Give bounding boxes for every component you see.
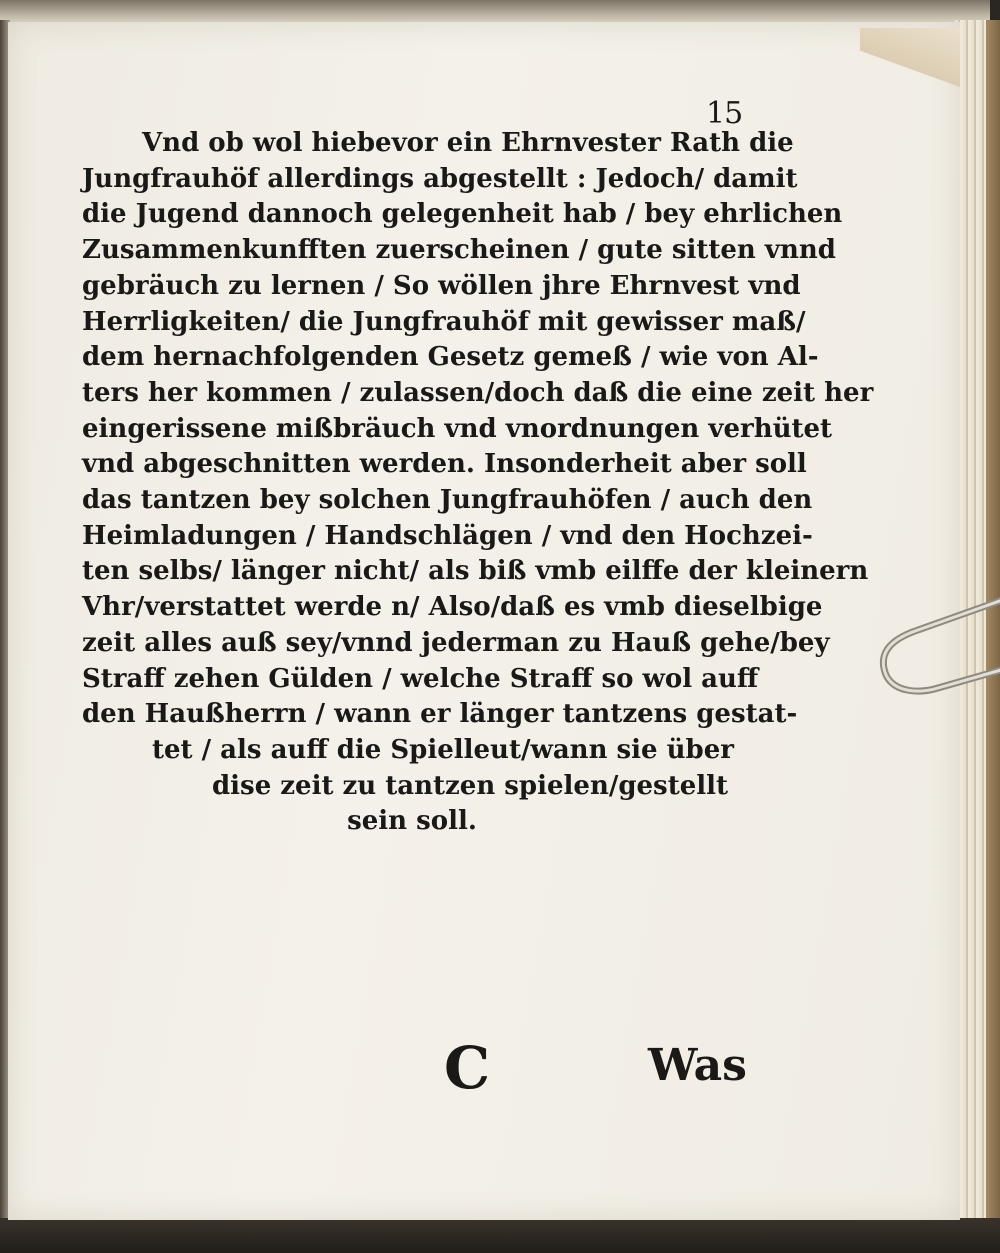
body-text <box>82 126 874 840</box>
signature-mark: C <box>444 1034 491 1102</box>
text-line: Vnd ob wol hiebevor ein Ehrnvester Rath die <box>142 128 794 158</box>
text-line: vnd abgeschnitten werden. Insonderheit aber soll <box>82 449 807 480</box>
text-line: eingerissene mißbräuch vnd vnordnungen verhütet <box>82 413 833 444</box>
text-line: Herrligkeiten/ die Jungfrauhöf mit gewisser maß/ <box>82 306 806 337</box>
text-line: den Haußherrn / wann er länger tantzens gestat- <box>82 699 798 730</box>
page-number: 15 <box>706 96 743 131</box>
text-line: Vhr/verstattet werde n/ Also/daß es vmb dieselbige <box>82 592 823 623</box>
catchword: Was <box>648 1040 747 1091</box>
text-line: dem hernachfolgenden Gesetz gemeß / wie von Al- <box>82 342 819 373</box>
text-line: gebräuch zu lernen / So wöllen jhre Ehrnvest vnd <box>82 270 801 301</box>
text-line: das tantzen bey solchen Jungfrauhöfen / auch den <box>82 485 813 516</box>
text-line: Heimladungen / Handschlägen / vnd den Hochzei- <box>82 520 813 551</box>
page-corner-fold <box>860 28 960 98</box>
text-line: dise zeit zu tantzen spielen/gestellt <box>212 770 729 801</box>
text-line: sein soll. <box>347 806 477 837</box>
text-line: Straff zehen Gülden / welche Straff so wol auff <box>82 663 759 694</box>
paper-clip-icon <box>878 590 1000 700</box>
book-bottom-shadow <box>0 1218 1000 1253</box>
text-line: die Jugend dannoch gelegenheit hab / bey ehrlichen <box>82 199 843 230</box>
text-line: tet / als auff die Spielleut/wann sie über <box>152 734 734 765</box>
text-line: zeit alles auß sey/vnnd jederman zu Hauß gehe/bey <box>82 627 830 658</box>
text-line: Zusammenkunfften zuerscheinen / gute sitten vnnd <box>82 235 836 266</box>
text-line: Jungfrauhöf allerdings abgestellt : Jedoch/ damit <box>82 163 798 194</box>
text-line: ten selbs/ länger nicht/ als biß vmb eilffe der kleinern <box>82 556 869 587</box>
text-line: ters her kommen / zulassen/doch daß die eine zeit her <box>82 377 874 408</box>
